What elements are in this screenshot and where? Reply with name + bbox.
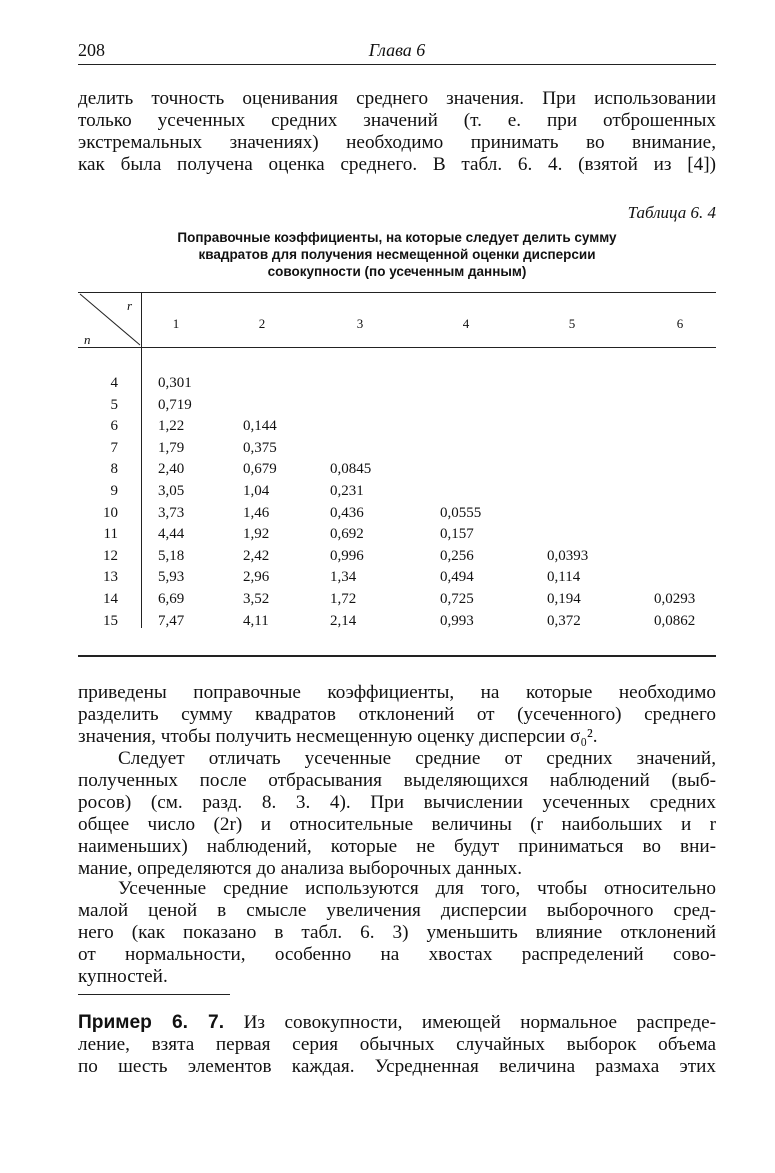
- row-n-value: 8: [110, 461, 118, 478]
- table-cell: 0,719: [158, 396, 192, 413]
- text-line: росов) (см. разд. 8. 3. 4). При вычислении усеченных средних: [78, 792, 716, 813]
- table-cell: 1,34: [330, 569, 357, 586]
- text-line: мание, определяются до анализа выборочных данных.: [78, 858, 523, 879]
- caption-line: совокупности (по усеченным данным): [267, 264, 527, 279]
- table-cell: 0,436: [330, 504, 364, 521]
- table-label: Таблица 6. 4: [627, 203, 716, 222]
- row-n-value: 11: [103, 526, 118, 543]
- page-header: [78, 40, 716, 64]
- table-cell: 4,11: [243, 612, 269, 629]
- column-header: 2: [258, 316, 266, 331]
- table-cell: 0,375: [243, 439, 277, 456]
- example-text: Из совокупности, имеющей нормальное распреде-: [243, 1012, 717, 1033]
- table-cell: 0,301: [158, 375, 192, 391]
- column-header: 3: [356, 316, 364, 331]
- text-line: Усеченные средние используются для того, чтобы относительно: [118, 878, 716, 899]
- table-cell: 0,114: [547, 569, 581, 586]
- third-paragraph: [78, 878, 716, 988]
- page-number: 208: [78, 40, 105, 60]
- table-cell: 3,52: [243, 591, 270, 607]
- row-n-value: 12: [103, 547, 118, 564]
- table-cell: 0,157: [440, 526, 474, 543]
- table-cell: 6,69: [158, 591, 185, 607]
- text-line: экстремальных значениях) необходимо принимать во внимание,: [78, 132, 716, 153]
- table-cell: 0,993: [440, 612, 474, 629]
- table-cell: 1,79: [158, 439, 185, 456]
- table-cell: 0,0293: [654, 591, 696, 607]
- text-line: ление, взята первая серия обычных случайных выборок объема: [78, 1034, 716, 1055]
- example-title: Пример 6. 7.: [78, 1012, 225, 1033]
- table-cell: 2,42: [243, 547, 270, 564]
- text-line: общее число (2r) и относительные величины (r наибольших и r: [78, 814, 716, 835]
- column-header: 1: [172, 316, 180, 331]
- text-line: разделить сумму квадратов отклонений от (усеченного) среднего: [78, 704, 716, 725]
- column-header: 4: [462, 316, 470, 331]
- table-cell: 1,92: [243, 526, 270, 543]
- table-cell: 5,93: [158, 569, 185, 586]
- text-line: по шесть элементов каждая. Усредненная величина размаха этих: [78, 1056, 716, 1077]
- section-rule: [78, 994, 230, 995]
- after-table-paragraph: [78, 682, 716, 748]
- table-cell: 0,0393: [547, 547, 589, 564]
- text-line: наименьших) наблюдений, которые не будут приниматься во вни-: [78, 836, 716, 857]
- text-line: Следует отличать усеченные средние от средних значений,: [118, 748, 716, 769]
- caption-line: квадратов для получения несмещенной оценки дисперсии: [198, 247, 596, 262]
- text-line: полученных после отбрасывания выделяющихся наблюдений (выб-: [78, 770, 716, 791]
- table-cell: 0,0555: [440, 504, 482, 521]
- table-cell: 0,231: [330, 483, 364, 499]
- table-cell: 0,725: [440, 591, 474, 607]
- text-line: от нормальности, особенно на хвостах распределений сово-: [78, 944, 716, 965]
- table-cell: 1,22: [158, 418, 185, 435]
- row-n-value: 7: [110, 439, 118, 456]
- caption-line: Поправочные коэффициенты, на которые следует делить сумму: [177, 230, 617, 245]
- text-line: него (как показано в табл. 6. 3) уменьшить влияние отклонений: [78, 922, 716, 943]
- row-n-value: 10: [103, 504, 118, 521]
- intro-paragraph: [78, 88, 716, 176]
- table-cell: 0,494: [440, 569, 474, 586]
- chapter-title: Глава 6: [368, 40, 426, 60]
- table-cell: 0,256: [440, 547, 474, 564]
- table-cell: 1,72: [330, 591, 357, 607]
- table-cell: 4,44: [158, 526, 185, 543]
- table-cell: 2,96: [243, 569, 270, 586]
- column-header: 5: [568, 316, 576, 331]
- text-line: делить точность оценивания среднего значения. При использовании: [78, 88, 716, 109]
- text-line: [78, 1012, 716, 1034]
- table-cell: 0,372: [547, 612, 581, 629]
- table-top-rule: [78, 292, 716, 293]
- header-rule: [78, 64, 716, 65]
- table-cell: 1,46: [243, 504, 270, 521]
- row-n-value: 14: [103, 591, 118, 607]
- correction-table: [78, 292, 716, 657]
- table-cell: 3,05: [158, 483, 185, 499]
- row-n-value: 15: [103, 612, 118, 629]
- table-cell: 0,0862: [654, 612, 696, 629]
- table-cell: 3,73: [158, 504, 185, 521]
- column-header: 6: [676, 316, 684, 331]
- text-line: малой ценой в смысле увеличения дисперсии выборочного сред-: [78, 900, 716, 921]
- row-n-value: 5: [110, 396, 118, 413]
- second-paragraph: [78, 748, 716, 880]
- table-bottom-rule: [78, 655, 716, 657]
- text-line: приведены поправочные коэффициенты, на которые необходимо: [78, 682, 716, 703]
- table-cell: 2,14: [330, 612, 357, 629]
- row-n-value: 4: [110, 375, 118, 391]
- table-cell: 7,47: [158, 612, 185, 629]
- table-cell: 0,144: [243, 418, 277, 435]
- row-n-value: 9: [110, 483, 118, 499]
- text-line: купностей.: [78, 966, 168, 987]
- example-paragraph: [78, 1012, 716, 1078]
- text-line: только усеченных средних значений (т. е. при отброшенных: [78, 110, 716, 131]
- table-header-rule: [78, 347, 716, 348]
- table-cell: 0,692: [330, 526, 364, 543]
- table-cell: 0,679: [243, 461, 277, 478]
- table-cell: 0,996: [330, 547, 364, 564]
- table-cell: 0,194: [547, 591, 581, 607]
- corner-r-label: r: [127, 298, 133, 313]
- row-n-value: 6: [110, 418, 118, 435]
- table-caption: [78, 229, 716, 280]
- table-cell: 2,40: [158, 461, 185, 478]
- table-cell: 0,0845: [330, 461, 372, 478]
- table-cell: 1,04: [243, 483, 270, 499]
- text-line: значения, чтобы получить несмещенную оценку дисперсии σ₀².: [78, 726, 598, 747]
- corner-n-label: n: [84, 332, 91, 347]
- text-line: как была получена оценка среднего. В табл. 6. 4. (взятой из [4]): [78, 154, 716, 175]
- table-cell: 5,18: [158, 547, 185, 564]
- row-n-value: 13: [103, 569, 118, 586]
